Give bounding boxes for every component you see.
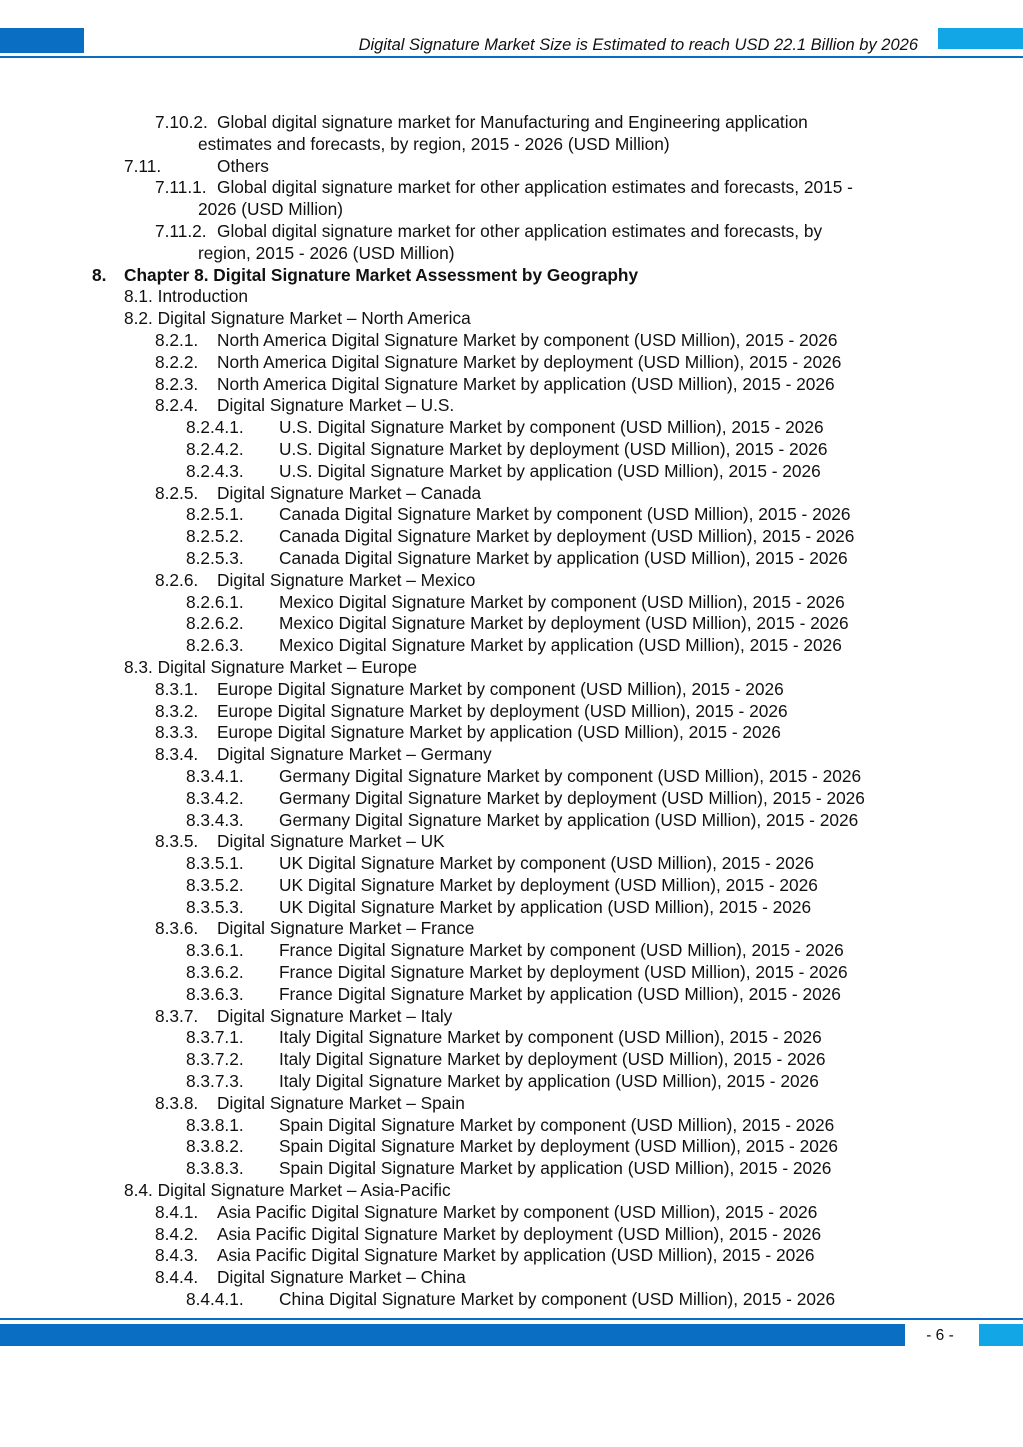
toc-entry-number: 8.4.4. <box>155 1267 199 1288</box>
toc-entry <box>0 810 1023 832</box>
toc-entry-number: 8.4.1. <box>155 1201 199 1222</box>
toc-entry-label <box>124 657 417 679</box>
toc-entry <box>0 265 1023 287</box>
footer-bar <box>0 1324 905 1346</box>
toc-entry-text: Digital Signature Market – Italy <box>217 1005 453 1026</box>
table-of-contents <box>0 112 1023 1311</box>
toc-entry <box>0 417 1023 439</box>
toc-entry-number: 8.3.4.3. <box>186 809 244 830</box>
toc-entry-number: 8.1. <box>124 286 153 307</box>
toc-entry-number: 8.3.8.1. <box>186 1114 244 1135</box>
toc-entry-number: 8.4.2. <box>155 1223 199 1244</box>
toc-entry-number: 8.2.4.2. <box>186 438 244 459</box>
toc-entry-text: Canada Digital Signature Market by deployment (USD Million), 2015 - 2026 <box>279 526 855 547</box>
footer-accent-right <box>979 1324 1023 1346</box>
toc-entry-number: 8.2.4. <box>155 395 199 416</box>
toc-entry <box>0 1180 1023 1202</box>
toc-entry <box>0 1049 1023 1071</box>
toc-entry <box>0 548 1023 570</box>
toc-entry-text: Digital Signature Market – Canada <box>217 482 482 503</box>
toc-entry-number: 8.2.4.3. <box>186 460 244 481</box>
toc-entry <box>0 156 1023 178</box>
toc-entry-number: 8.3. <box>124 656 153 677</box>
toc-entry-text: Spain Digital Signature Market by deployment (USD Million), 2015 - 2026 <box>279 1136 839 1157</box>
toc-entry-text: North America Digital Signature Market by deployment (USD Million), 2015 - 2026 <box>217 351 842 372</box>
toc-entry <box>0 679 1023 701</box>
toc-entry-text: estimates and forecasts, by region, 2015 - 2026 (USD Million) <box>198 133 670 154</box>
toc-entry-text: Canada Digital Signature Market by component (USD Million), 2015 - 2026 <box>279 504 851 525</box>
toc-entry <box>0 1136 1023 1158</box>
toc-entry-text: Digital Signature Market – China <box>217 1267 466 1288</box>
toc-entry-number: 8.2.5.3. <box>186 547 244 568</box>
toc-entry <box>0 1158 1023 1180</box>
toc-entry <box>0 1245 1023 1267</box>
toc-entry-text: Europe Digital Signature Market by application (USD Million), 2015 - 2026 <box>217 722 781 743</box>
toc-entry <box>0 766 1023 788</box>
toc-entry-number: 8.3.4. <box>155 744 199 765</box>
toc-entry-text: Others <box>217 155 269 176</box>
toc-entry-text: UK Digital Signature Market by deployment (USD Million), 2015 - 2026 <box>279 874 818 895</box>
toc-entry-text: Canada Digital Signature Market by application (USD Million), 2015 - 2026 <box>279 547 848 568</box>
toc-entry-number: 8.2.6. <box>155 569 199 590</box>
toc-entry-text: Germany Digital Signature Market by deployment (USD Million), 2015 - 2026 <box>279 787 865 808</box>
toc-entry-text: Germany Digital Signature Market by component (USD Million), 2015 - 2026 <box>279 765 862 786</box>
toc-entry-text: Global digital signature market for Manufacturing and Engineering application <box>217 112 808 132</box>
toc-entry <box>0 330 1023 352</box>
toc-entry-text: UK Digital Signature Market by application (USD Million), 2015 - 2026 <box>279 896 812 917</box>
toc-entry-number: 8.4. <box>124 1180 153 1201</box>
toc-entry-text: Mexico Digital Signature Market by deployment (USD Million), 2015 - 2026 <box>279 613 849 634</box>
footer-rule <box>0 1318 1023 1320</box>
toc-entry-text: France Digital Signature Market by component (USD Million), 2015 - 2026 <box>279 940 844 961</box>
toc-entry <box>0 853 1023 875</box>
header-accent-right <box>938 28 1023 49</box>
toc-entry-text: Digital Signature Market – Europe <box>157 656 417 677</box>
toc-entry <box>0 177 1023 199</box>
toc-entry-number: 8.2.4.1. <box>186 417 244 438</box>
toc-entry-text: North America Digital Signature Market by application (USD Million), 2015 - 2026 <box>217 373 835 394</box>
header-title: Digital Signature Market Size is Estimated to reach USD 22.1 Billion by 2026 <box>358 36 918 54</box>
toc-entry-text: U.S. Digital Signature Market by deployment (USD Million), 2015 - 2026 <box>279 438 828 459</box>
toc-entry-text: Chapter 8. Digital Signature Market Assessment by Geography <box>124 264 639 285</box>
toc-entry-text: Introduction <box>157 286 248 307</box>
toc-entry-text: U.S. Digital Signature Market by component (USD Million), 2015 - 2026 <box>279 417 824 438</box>
toc-entry-text: Global digital signature market for other application estimates and forecasts, 2015 - <box>217 177 853 198</box>
toc-entry-number: 8.3.7.3. <box>186 1071 244 1092</box>
toc-entry <box>0 984 1023 1006</box>
toc-entry <box>0 613 1023 635</box>
toc-entry-text: Asia Pacific Digital Signature Market by component (USD Million), 2015 - 2026 <box>217 1201 818 1222</box>
toc-entry-text: 2026 (USD Million) <box>198 199 344 220</box>
toc-entry-number: 8.2.6.3. <box>186 635 244 656</box>
toc-entry-number: 8.3.5.3. <box>186 896 244 917</box>
toc-entry <box>0 744 1023 766</box>
toc-entry-number: 7.10.2. <box>155 112 208 132</box>
toc-entry-number: 8.3.4.1. <box>186 765 244 786</box>
toc-entry <box>0 352 1023 374</box>
toc-entry-text: Germany Digital Signature Market by application (USD Million), 2015 - 2026 <box>279 809 859 830</box>
toc-entry <box>0 701 1023 723</box>
toc-entry-text: Mexico Digital Signature Market by component (USD Million), 2015 - 2026 <box>279 591 845 612</box>
toc-entry-number: 8.3.6. <box>155 918 199 939</box>
toc-entry-label <box>124 308 471 330</box>
toc-entry <box>0 788 1023 810</box>
toc-entry-number: 8.3.2. <box>155 700 199 721</box>
toc-entry <box>0 374 1023 396</box>
toc-entry <box>0 962 1023 984</box>
toc-entry <box>0 635 1023 657</box>
toc-entry-text: Europe Digital Signature Market by component (USD Million), 2015 - 2026 <box>217 678 784 699</box>
toc-entry-number: 8.3.4.2. <box>186 787 244 808</box>
toc-entry <box>0 1224 1023 1246</box>
toc-entry-number: 8.4.3. <box>155 1245 199 1266</box>
toc-entry-text: Spain Digital Signature Market by component (USD Million), 2015 - 2026 <box>279 1114 835 1135</box>
page-number: - 6 - <box>926 1327 954 1344</box>
toc-entry-text: Europe Digital Signature Market by deployment (USD Million), 2015 - 2026 <box>217 700 788 721</box>
toc-entry-number: 7.11. <box>124 155 162 176</box>
toc-entry-text: Asia Pacific Digital Signature Market by application (USD Million), 2015 - 2026 <box>217 1245 815 1266</box>
toc-entry-text: Digital Signature Market – France <box>217 918 475 939</box>
toc-entry-number: 8.3.3. <box>155 722 199 743</box>
toc-entry-text: China Digital Signature Market by component (USD Million), 2015 - 2026 <box>279 1289 836 1310</box>
toc-entry <box>0 831 1023 853</box>
toc-entry-number: 8.3.7.1. <box>186 1027 244 1048</box>
toc-entry-number: 8.2.5.2. <box>186 526 244 547</box>
toc-entry <box>0 243 1023 265</box>
toc-entry-label <box>124 1180 451 1202</box>
header-rule <box>0 56 1023 58</box>
toc-entry-number: 8.3.8.2. <box>186 1136 244 1157</box>
toc-entry <box>0 308 1023 330</box>
toc-entry-number: 8.2.6.2. <box>186 613 244 634</box>
toc-entry-text: Digital Signature Market – U.S. <box>217 395 455 416</box>
toc-entry-number: 8.2.1. <box>155 329 199 350</box>
toc-entry <box>0 134 1023 156</box>
toc-entry-text: Global digital signature market for other application estimates and forecasts, by <box>217 220 823 241</box>
toc-entry-number: 8.3.5.1. <box>186 853 244 874</box>
toc-entry <box>0 940 1023 962</box>
toc-entry <box>0 1071 1023 1093</box>
toc-entry-text: Digital Signature Market – North America <box>157 308 471 329</box>
toc-entry <box>0 483 1023 505</box>
toc-entry <box>0 286 1023 308</box>
toc-entry <box>0 1202 1023 1224</box>
toc-entry-text: UK Digital Signature Market by component (USD Million), 2015 - 2026 <box>279 853 815 874</box>
toc-entry-text: North America Digital Signature Market by component (USD Million), 2015 - 2026 <box>217 329 838 350</box>
toc-entry-text: Digital Signature Market – Spain <box>217 1092 465 1113</box>
toc-entry <box>0 526 1023 548</box>
toc-entry-text: Digital Signature Market – UK <box>217 831 445 852</box>
toc-entry-text: Italy Digital Signature Market by deployment (USD Million), 2015 - 2026 <box>279 1049 826 1070</box>
toc-entry-number: 8.3.7. <box>155 1005 199 1026</box>
toc-entry-number: 8.3.7.2. <box>186 1049 244 1070</box>
toc-entry <box>0 395 1023 417</box>
toc-entry <box>0 897 1023 919</box>
toc-entry-number: 8.3.6.1. <box>186 940 244 961</box>
toc-entry-number: 8. <box>92 264 107 285</box>
toc-entry <box>0 1027 1023 1049</box>
toc-entry <box>0 1289 1023 1311</box>
toc-entry-text: Asia Pacific Digital Signature Market by deployment (USD Million), 2015 - 2026 <box>217 1223 822 1244</box>
toc-entry-text: Mexico Digital Signature Market by application (USD Million), 2015 - 2026 <box>279 635 842 656</box>
toc-entry-number: 8.3.8. <box>155 1092 199 1113</box>
toc-entry-text: France Digital Signature Market by deployment (USD Million), 2015 - 2026 <box>279 962 848 983</box>
toc-entry <box>0 1093 1023 1115</box>
toc-entry <box>0 112 1023 134</box>
toc-entry-text: U.S. Digital Signature Market by application (USD Million), 2015 - 2026 <box>279 460 821 481</box>
toc-entry-number: 8.3.5.2. <box>186 874 244 895</box>
toc-entry-number: 7.11.2. <box>155 220 207 241</box>
toc-entry <box>0 657 1023 679</box>
toc-entry-number: 8.2.5.1. <box>186 504 244 525</box>
toc-entry <box>0 221 1023 243</box>
toc-entry-text: Italy Digital Signature Market by component (USD Million), 2015 - 2026 <box>279 1027 822 1048</box>
toc-entry-number: 8.2. <box>124 308 153 329</box>
toc-entry <box>0 1006 1023 1028</box>
toc-entry-text: France Digital Signature Market by application (USD Million), 2015 - 2026 <box>279 983 841 1004</box>
toc-entry-label <box>124 286 248 308</box>
toc-entry-number: 8.2.5. <box>155 482 199 503</box>
toc-entry <box>0 1115 1023 1137</box>
toc-entry <box>0 461 1023 483</box>
toc-entry-text: region, 2015 - 2026 (USD Million) <box>198 242 455 263</box>
toc-entry-number: 8.3.6.2. <box>186 962 244 983</box>
toc-entry <box>0 722 1023 744</box>
toc-entry <box>0 504 1023 526</box>
toc-entry <box>0 199 1023 221</box>
toc-entry <box>0 439 1023 461</box>
toc-entry-number: 8.3.5. <box>155 831 199 852</box>
toc-entry <box>0 918 1023 940</box>
toc-entry-text: Digital Signature Market – Germany <box>217 744 492 765</box>
toc-entry-number: 8.2.3. <box>155 373 199 394</box>
toc-entry-number: 8.2.6.1. <box>186 591 244 612</box>
toc-entry-number: 8.3.1. <box>155 678 199 699</box>
toc-entry <box>0 570 1023 592</box>
toc-entry-number: 8.3.8.3. <box>186 1158 244 1179</box>
toc-entry-text: Digital Signature Market – Mexico <box>217 569 476 590</box>
toc-entry-number: 8.2.2. <box>155 351 199 372</box>
toc-entry-text: Digital Signature Market – Asia-Pacific <box>157 1180 451 1201</box>
toc-entry <box>0 592 1023 614</box>
toc-entry-text: Italy Digital Signature Market by application (USD Million), 2015 - 2026 <box>279 1071 819 1092</box>
toc-entry-number: 7.11.1. <box>155 177 207 198</box>
toc-entry <box>0 1267 1023 1289</box>
toc-entry <box>0 875 1023 897</box>
toc-entry-number: 8.4.4.1. <box>186 1289 244 1310</box>
toc-entry-text: Spain Digital Signature Market by application (USD Million), 2015 - 2026 <box>279 1158 832 1179</box>
toc-entry-number: 8.3.6.3. <box>186 983 244 1004</box>
